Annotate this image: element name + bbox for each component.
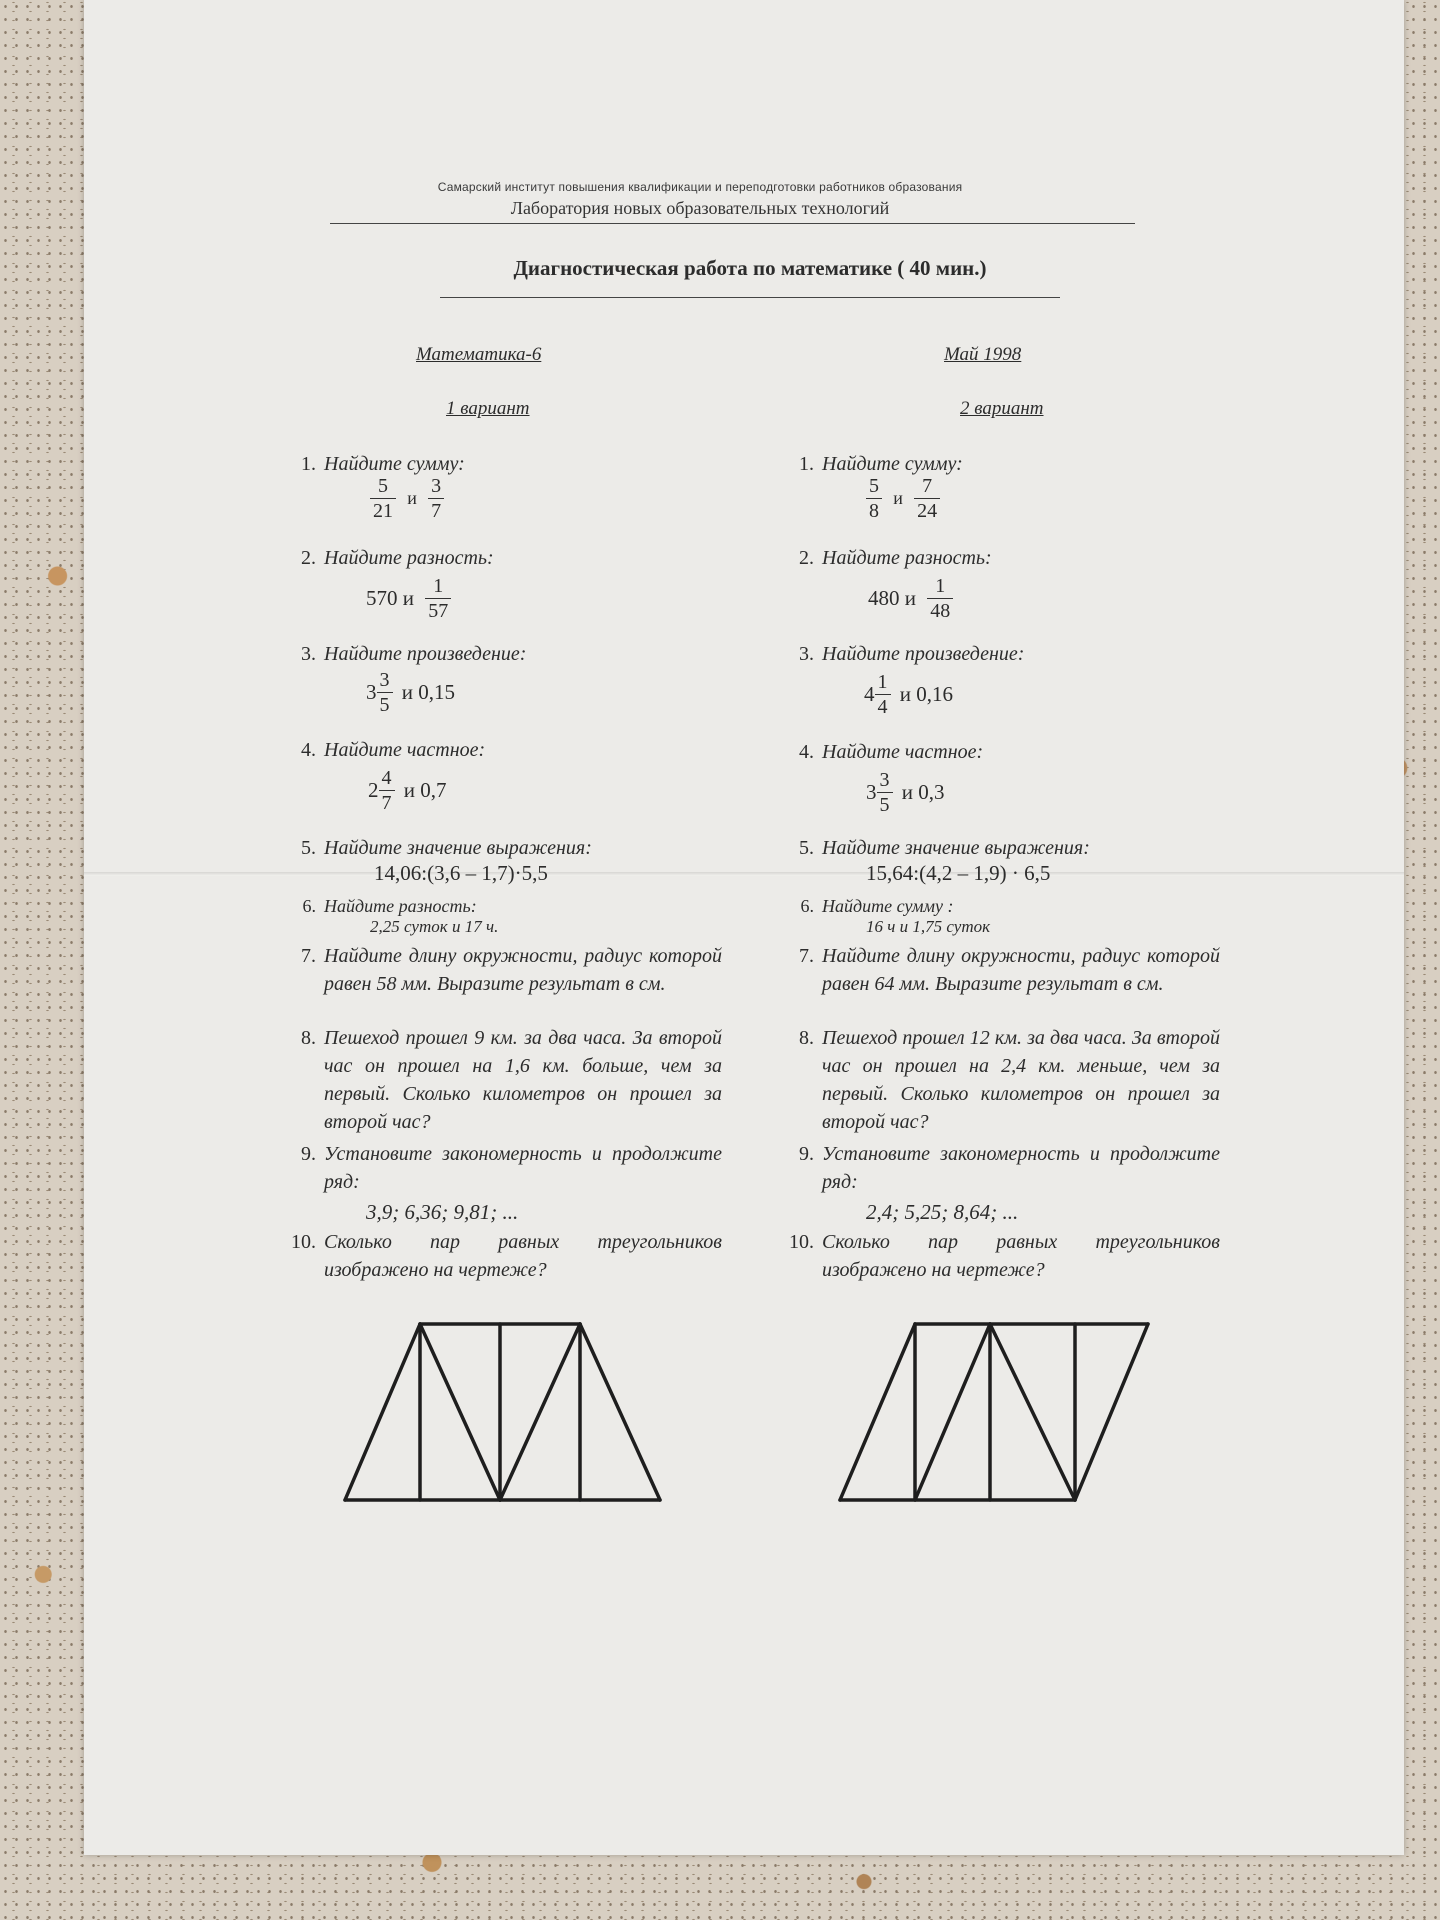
question-number: 1. [799,453,814,475]
figure-line [345,1324,420,1500]
question-3-expression [366,668,455,717]
question-number: 6. [302,896,316,916]
question-text: Найдите значение выражения: [822,837,1090,859]
fraction: $\frac{1}{48}$ [927,574,953,623]
page-title: Диагностическая работа по математике ( 40 мин.) [513,256,987,280]
question-5 [282,834,722,862]
question-number: 9. [799,1143,814,1165]
question-2 [780,544,1220,572]
question-text: Найдите разность: [822,547,992,569]
title-rule [440,297,1060,298]
question-9 [282,1140,722,1196]
question-text: Найдите сумму : [822,896,954,916]
question-text: Пешеход прошел 9 км. за два часа. За второй час он прошел на 1,6 км. больше, чем за первый. Сколько километров он прошел за второй час? [324,1027,722,1133]
question-6 [780,892,1220,920]
question-9-expression: 3,9; 6,36; 9,81; ... [366,1200,519,1224]
conjunction: и [893,488,903,508]
question-text: Найдите длину окружности, радиус которой равен 58 мм. Выразите результат в см. [324,945,722,995]
question-text: Сколько пар равных треугольников изображено на чертеже? [822,1231,1220,1281]
question-6-expression: 2,25 суток и 17 ч. [370,917,499,936]
whole-number: 3 [866,780,877,804]
question-9-expression: 2,4; 5,25; 8,64; ... [866,1200,1019,1224]
second-operand: и 0,16 [899,682,953,706]
question-text: Найдите разность: [324,896,477,916]
fraction: $\frac{5}{8}$ [866,474,882,523]
conjunction: и [407,488,417,508]
header-rule [330,223,1135,224]
variant1-label: 1 вариант [446,398,530,419]
lab-name: Лаборатория новых образовательных технологий [510,198,890,218]
question-text: Сколько пар равных треугольников изображено на чертеже? [324,1231,722,1281]
question-4-expression [368,766,447,815]
question-3 [282,640,722,668]
question-3 [780,640,1220,668]
question-text: Найдите значение выражения: [324,837,592,859]
question-2-expression [868,574,953,623]
question-number: 4. [799,741,814,763]
question-number: 6. [800,896,814,916]
question-number: 7. [799,945,814,967]
question-text: Найдите длину окружности, радиус которой равен 64 мм. Выразите результат в см. [822,945,1220,995]
figure-line [500,1324,580,1500]
question-text: Найдите сумму: [324,453,465,475]
variant2-label: 2 вариант [960,398,1044,419]
question-10 [282,1228,722,1284]
fraction: $\frac{5}{21}$ [370,474,396,523]
question-6 [282,892,722,920]
subject-label: Математика-6 [416,344,542,365]
paper-fold [84,872,1404,876]
whole-number: 570 и [366,586,414,610]
question-number: 2. [301,547,316,569]
fraction: $\frac{3}{5}$ [377,668,393,717]
fraction: $\frac{1}{4}$ [875,670,891,719]
variant2-triangles-figure [830,1310,1170,1510]
question-5-expression: 14,06:(3,6 – 1,7)·5,5 [374,861,548,885]
question-1-expression [370,474,444,523]
second-operand: и 0,15 [401,680,455,704]
question-number: 7. [301,945,316,967]
question-number: 5. [799,837,814,859]
question-1 [780,450,1220,478]
question-text: Пешеход прошел 12 км. за два часа. За второй час он прошел на 2,4 км. меньше, чем за первый. Сколько километров он прошел за второй час? [822,1027,1220,1133]
question-number: 3. [799,643,814,665]
question-number: 1. [301,453,316,475]
figure-line [420,1324,500,1500]
question-text: Найдите произведение: [324,643,527,665]
question-7 [282,942,722,998]
question-text: Установите закономерность и продолжите ряд: [822,1143,1220,1193]
question-text: Найдите сумму: [822,453,963,475]
institute-name: Самарский институт повышения квалификации и переподготовки работников образования [437,180,963,194]
whole-number: 3 [366,680,377,704]
question-number: 8. [301,1027,316,1049]
question-7 [780,942,1220,998]
fraction: $\frac{7}{24}$ [914,474,940,523]
question-number: 10. [291,1231,316,1253]
question-text: Найдите произведение: [822,643,1025,665]
whole-number: 480 и [868,586,916,610]
whole-number: 2 [368,778,379,802]
question-3-expression [864,670,953,719]
fraction: $\frac{4}{7}$ [379,766,395,815]
figure-line [990,1324,1075,1500]
date-label: Май 1998 [944,344,1022,365]
second-operand: и 0,3 [901,780,945,804]
question-number: 2. [799,547,814,569]
question-10 [780,1228,1220,1284]
question-text: Установите закономерность и продолжите ряд: [324,1143,722,1193]
variant1-triangles-figure [330,1310,710,1510]
figure-line [915,1324,990,1500]
question-4 [780,738,1220,766]
question-5-expression: 15,64:(4,2 – 1,9) · 6,5 [866,861,1051,885]
figure-line [580,1324,660,1500]
question-text: Найдите частное: [324,739,486,761]
question-4 [282,736,722,764]
question-1 [282,450,722,478]
question-1-expression [866,474,940,523]
question-8 [282,1024,722,1136]
fraction: $\frac{3}{7}$ [428,474,444,523]
question-4-expression [866,768,945,817]
second-operand: и 0,7 [403,778,447,802]
question-2-expression [366,574,451,623]
figure-line [840,1324,915,1500]
question-5 [780,834,1220,862]
whole-number: 4 [864,682,875,706]
question-text: Найдите частное: [822,741,984,763]
question-text: Найдите разность: [324,547,494,569]
question-9 [780,1140,1220,1196]
fraction: $\frac{1}{57}$ [425,574,451,623]
question-number: 10. [789,1231,814,1253]
question-6-expression: 16 ч и 1,75 суток [866,917,991,936]
question-number: 8. [799,1027,814,1049]
question-number: 5. [301,837,316,859]
figure-line [1075,1324,1148,1500]
fraction: $\frac{3}{5}$ [877,768,893,817]
question-2 [282,544,722,572]
question-8 [780,1024,1220,1136]
question-number: 4. [301,739,316,761]
question-number: 3. [301,643,316,665]
question-number: 9. [301,1143,316,1165]
